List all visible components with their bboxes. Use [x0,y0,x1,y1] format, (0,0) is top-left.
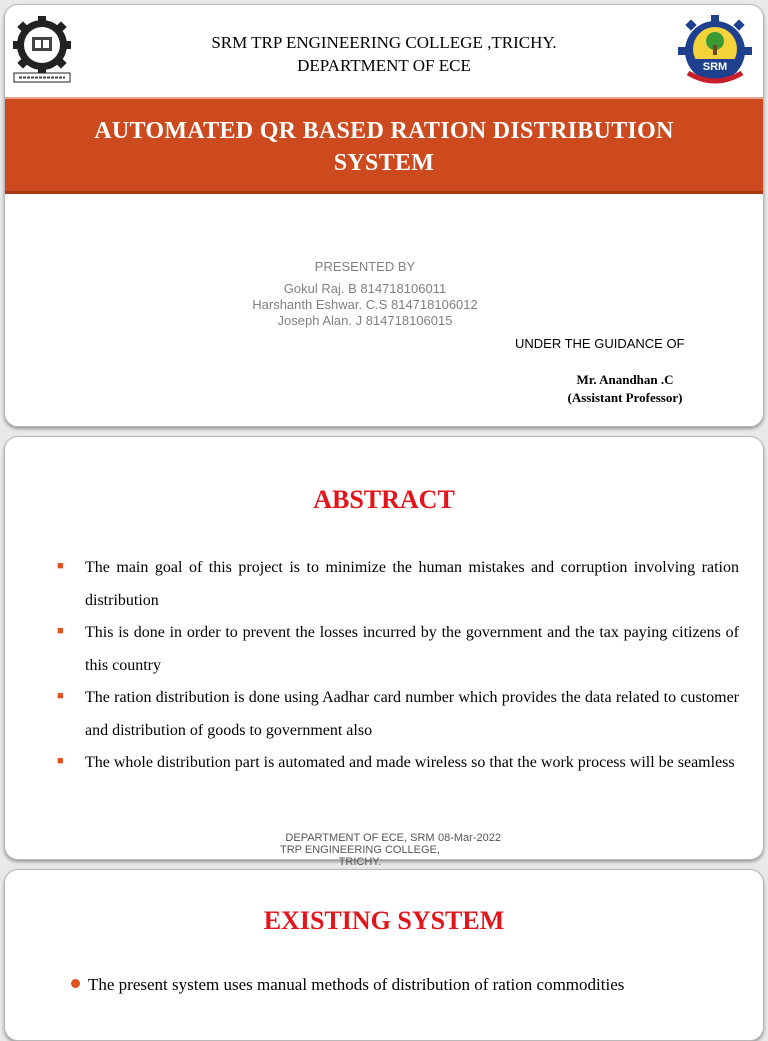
guide-title: (Assistant Professor) [567,390,683,405]
square-bullet-icon: ■ [57,755,64,767]
guidance-label: UNDER THE GUIDANCE OF [515,336,685,351]
list-item: The present system uses manual methods of distribution of ration commodities [71,975,624,995]
abstract-slide [4,436,764,868]
project-title: AUTOMATED QR BASED RATION DISTRIBUTION SYSTEM [94,118,674,176]
list-item: ■ The ration distribution is done using Aadhar card number which provides the data related to customer and distribution of goods to government also [57,682,739,747]
square-bullet-icon: ■ [57,625,64,637]
existing-system-slide [4,869,764,1041]
slide-footer-department: DEPARTMENT OF ECE, SRM TRP ENGINEERING COLLEGE, TRICHY. [280,832,440,868]
guide-info [525,371,725,407]
presenter-3: Joseph Alan. J 814718106015 [277,313,453,328]
title-slide [4,4,764,427]
title-banner [5,97,763,194]
round-bullet-icon [71,979,80,988]
existing-system-heading: EXISTING SYSTEM [263,906,505,935]
presenters-list [165,281,565,329]
square-bullet-icon: ■ [57,690,64,702]
slide-footer-date: 08-Mar-2022 [438,832,501,844]
srm-logo-icon [678,15,752,87]
list-item: ■ The main goal of this project is to minimize the human mistakes and corruption involving ration distribution [57,552,739,617]
department-name: DEPARTMENT OF ECE [297,56,471,75]
list-item: ■ This is done in order to prevent the losses incurred by the government and the tax paying citizens of this country [57,617,739,682]
presenter-2: Harshanth Eshwar. C.S 814718106012 [252,297,478,312]
presented-by-label: PRESENTED BY [314,259,416,274]
college-name: SRM TRP ENGINEERING COLLEGE ,TRICHY. [211,33,557,52]
srm-logo-text: SRM [702,61,728,73]
guide-name: Mr. Anandhan .C [576,372,674,387]
college-header [5,31,763,77]
abstract-bullet-list [57,552,739,780]
abstract-heading: ABSTRACT [313,485,455,514]
list-item: ■ The whole distribution part is automated and made wireless so that the work process will be seamless [57,747,739,780]
square-bullet-icon: ■ [57,560,64,572]
presenter-1: Gokul Raj. B 814718106011 [283,281,447,296]
